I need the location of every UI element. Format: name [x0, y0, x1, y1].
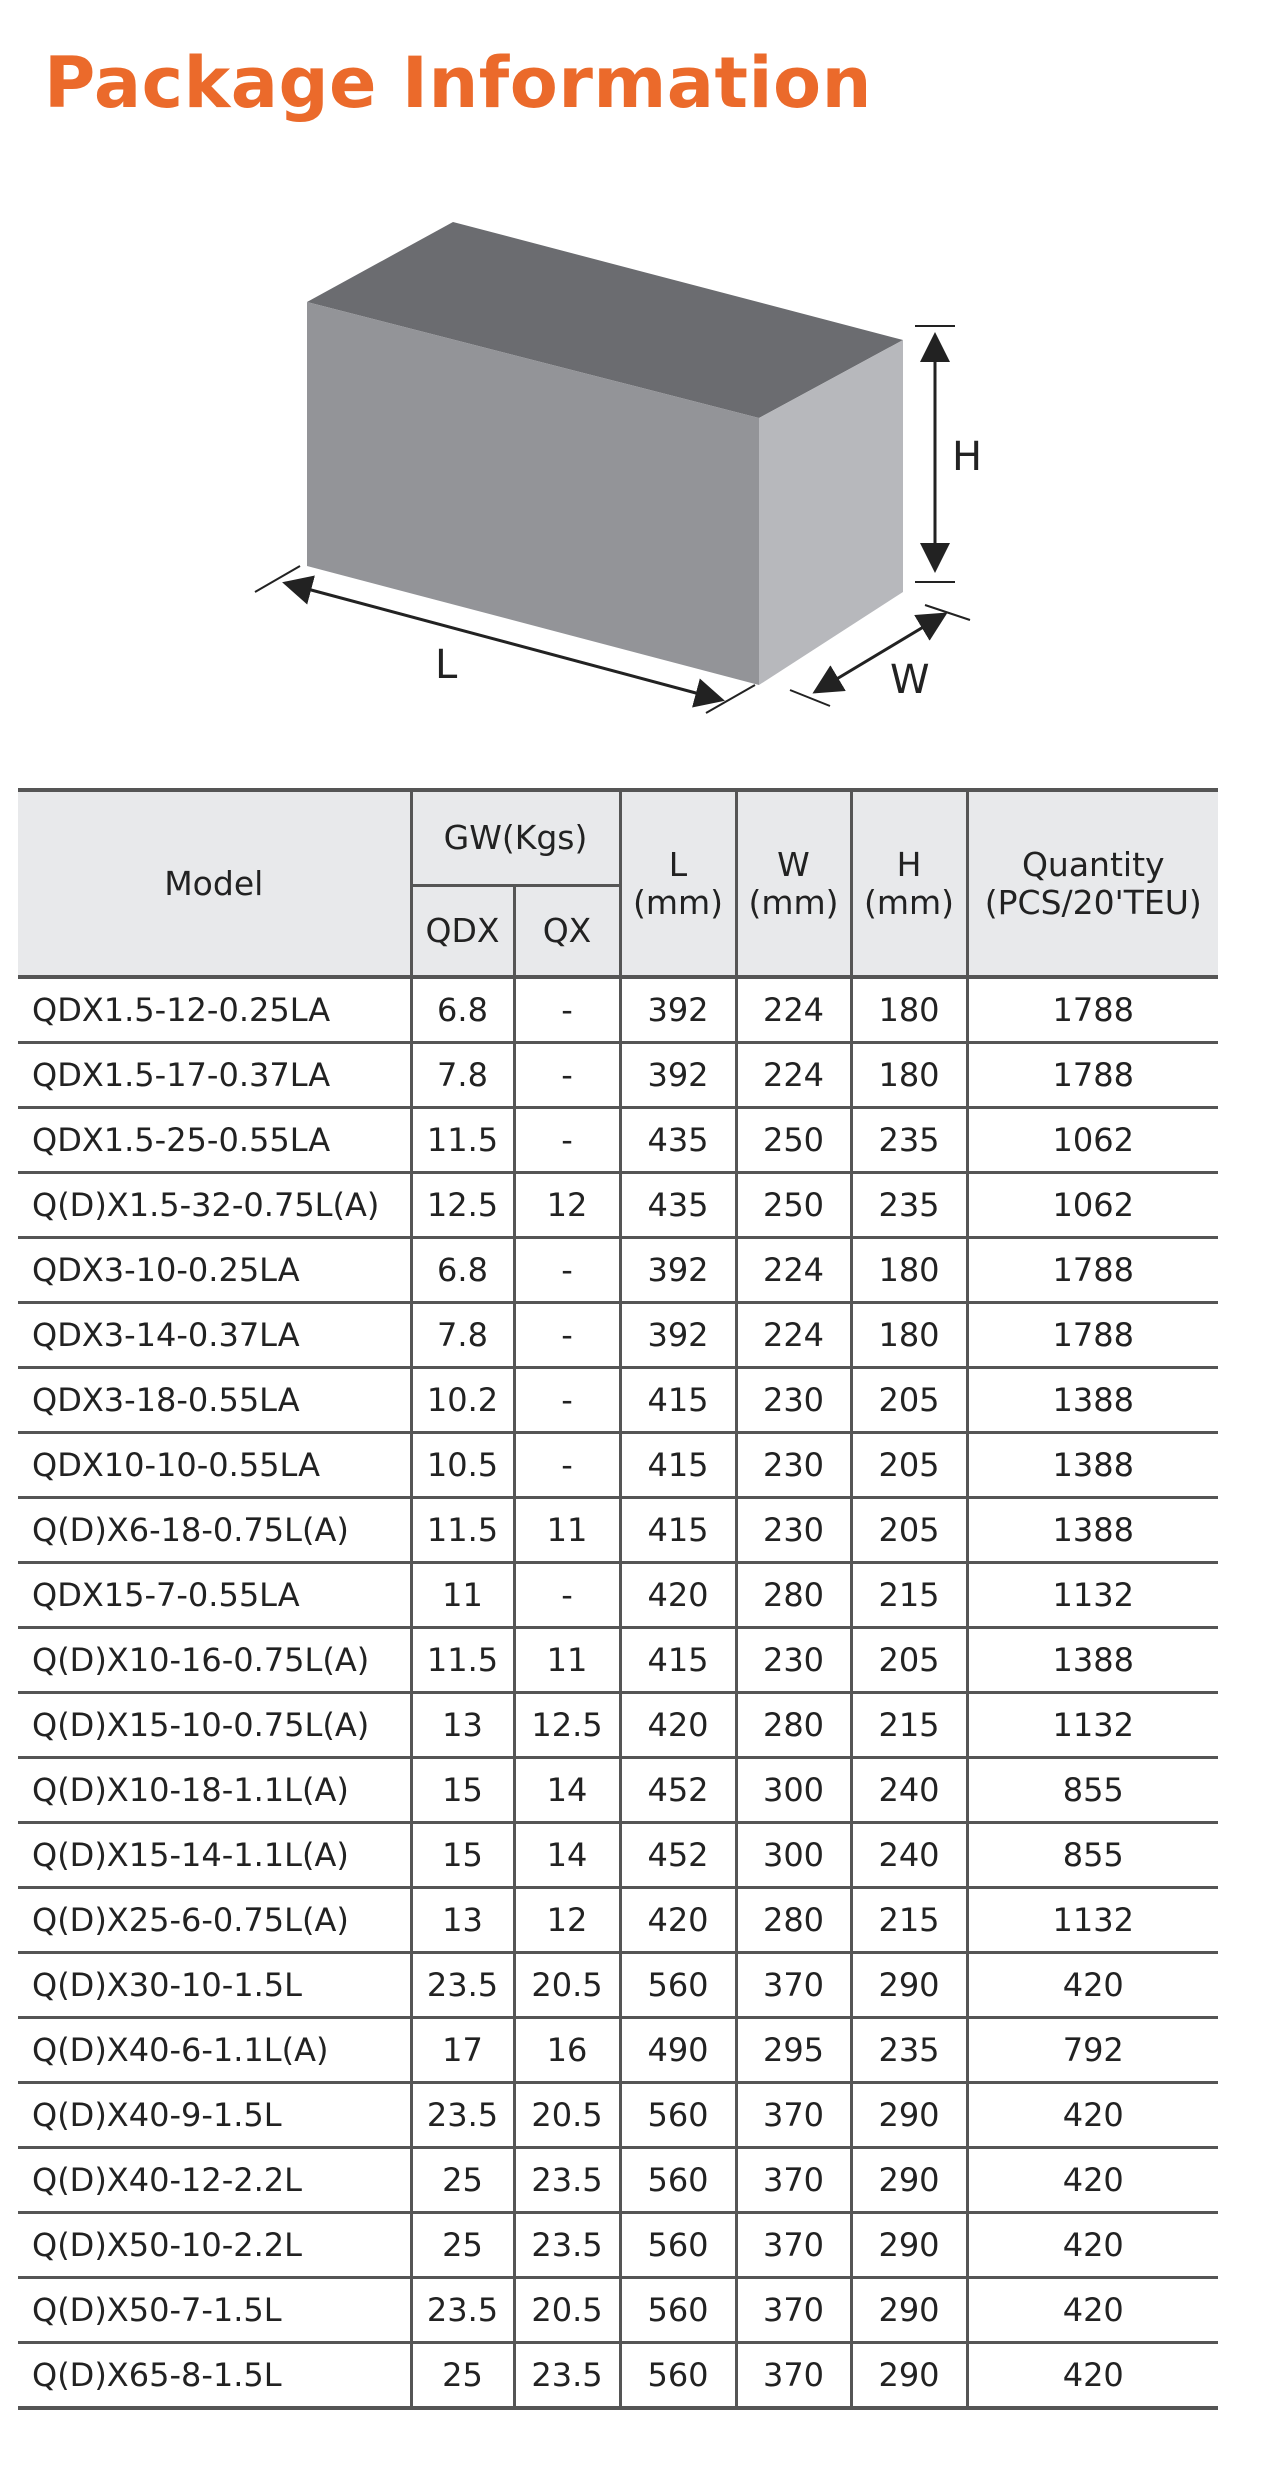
table-row — [18, 1043, 1218, 1108]
width-tick-right — [925, 605, 970, 620]
table-row — [18, 2343, 1218, 2409]
cell-gw-qdx: 6.8 — [411, 1238, 514, 1303]
package-table — [18, 788, 1218, 2410]
cell-quantity: 1388 — [967, 1368, 1218, 1433]
cell-model: Q(D)X40-6-1.1L(A) — [18, 2018, 411, 2083]
table-row — [18, 1498, 1218, 1563]
cell-width: 230 — [736, 1498, 851, 1563]
header-h-line1: H — [896, 844, 922, 884]
header-quantity-line2: (PCS/20'TEU) — [984, 882, 1202, 922]
cell-height: 180 — [851, 1238, 967, 1303]
cell-quantity: 420 — [967, 2343, 1218, 2409]
table-row — [18, 1368, 1218, 1433]
width-tick-left — [790, 690, 830, 706]
cell-gw-qx: - — [514, 1368, 620, 1433]
cell-length: 452 — [620, 1823, 736, 1888]
cell-height: 290 — [851, 2343, 967, 2409]
cell-gw-qdx: 23.5 — [411, 1953, 514, 2018]
cell-gw-qdx: 11 — [411, 1563, 514, 1628]
cell-gw-qx: - — [514, 1303, 620, 1368]
cell-model: QDX3-10-0.25LA — [18, 1238, 411, 1303]
header-h-line2: (mm) — [863, 882, 955, 922]
header-quantity-line1: Quantity — [1021, 844, 1165, 884]
cell-width: 370 — [736, 2343, 851, 2409]
cell-model: Q(D)X50-10-2.2L — [18, 2213, 411, 2278]
cell-length: 392 — [620, 1303, 736, 1368]
cell-quantity: 1132 — [967, 1888, 1218, 1953]
cell-model: Q(D)X25-6-0.75L(A) — [18, 1888, 411, 1953]
cell-model: Q(D)X65-8-1.5L — [18, 2343, 411, 2409]
cell-width: 295 — [736, 2018, 851, 2083]
cell-model: Q(D)X1.5-32-0.75L(A) — [18, 1173, 411, 1238]
table-row — [18, 1953, 1218, 2018]
cell-width: 370 — [736, 2148, 851, 2213]
page-title: Package Information — [44, 42, 872, 124]
table-row — [18, 1758, 1218, 1823]
header-l-line1: L — [668, 844, 688, 884]
cell-gw-qdx: 12.5 — [411, 1173, 514, 1238]
cell-length: 415 — [620, 1433, 736, 1498]
cell-gw-qx: 23.5 — [514, 2148, 620, 2213]
cell-model: Q(D)X40-9-1.5L — [18, 2083, 411, 2148]
cell-width: 224 — [736, 1043, 851, 1108]
cell-gw-qdx: 11.5 — [411, 1108, 514, 1173]
cell-model: QDX10-10-0.55LA — [18, 1433, 411, 1498]
cell-gw-qx: 14 — [514, 1823, 620, 1888]
table-body — [18, 977, 1218, 2408]
cell-gw-qx: 12 — [514, 1173, 620, 1238]
cell-height: 180 — [851, 1303, 967, 1368]
cell-quantity: 1132 — [967, 1693, 1218, 1758]
cell-width: 230 — [736, 1368, 851, 1433]
cell-length: 392 — [620, 1238, 736, 1303]
cell-length: 435 — [620, 1108, 736, 1173]
cell-width: 224 — [736, 977, 851, 1043]
table-row — [18, 2148, 1218, 2213]
header-quantity — [967, 790, 1218, 977]
cell-model: Q(D)X6-18-0.75L(A) — [18, 1498, 411, 1563]
cell-quantity: 420 — [967, 2148, 1218, 2213]
cell-gw-qx: 23.5 — [514, 2343, 620, 2409]
table-row — [18, 2278, 1218, 2343]
cell-gw-qdx: 25 — [411, 2213, 514, 2278]
table-row — [18, 2083, 1218, 2148]
cell-quantity: 855 — [967, 1823, 1218, 1888]
header-w — [736, 790, 851, 977]
cell-length: 560 — [620, 1953, 736, 2018]
cell-gw-qdx: 10.2 — [411, 1368, 514, 1433]
cell-gw-qdx: 25 — [411, 2148, 514, 2213]
cell-height: 205 — [851, 1628, 967, 1693]
table-row — [18, 1823, 1218, 1888]
cell-model: QDX1.5-12-0.25LA — [18, 977, 411, 1043]
cell-quantity: 1388 — [967, 1628, 1218, 1693]
cell-quantity: 1388 — [967, 1433, 1218, 1498]
cell-length: 415 — [620, 1368, 736, 1433]
cell-gw-qx: 11 — [514, 1498, 620, 1563]
cell-length: 560 — [620, 2343, 736, 2409]
header-l-line2: (mm) — [632, 882, 724, 922]
cell-width: 250 — [736, 1108, 851, 1173]
header-qx: QX — [514, 886, 620, 978]
cell-gw-qdx: 25 — [411, 2343, 514, 2409]
table-row — [18, 1563, 1218, 1628]
cell-model: Q(D)X10-16-0.75L(A) — [18, 1628, 411, 1693]
cell-gw-qx: - — [514, 1433, 620, 1498]
cell-length: 415 — [620, 1498, 736, 1563]
cell-gw-qdx: 10.5 — [411, 1433, 514, 1498]
table-row — [18, 1303, 1218, 1368]
cell-length: 392 — [620, 977, 736, 1043]
cell-width: 370 — [736, 2213, 851, 2278]
cell-gw-qdx: 17 — [411, 2018, 514, 2083]
cell-quantity: 792 — [967, 2018, 1218, 2083]
cell-gw-qx: - — [514, 1043, 620, 1108]
cell-gw-qx: 20.5 — [514, 1953, 620, 2018]
header-h — [851, 790, 967, 977]
cell-quantity: 420 — [967, 1953, 1218, 2018]
cell-height: 290 — [851, 1953, 967, 2018]
cell-model: Q(D)X40-12-2.2L — [18, 2148, 411, 2213]
cell-model: Q(D)X50-7-1.5L — [18, 2278, 411, 2343]
cell-gw-qdx: 15 — [411, 1758, 514, 1823]
cell-gw-qdx: 11.5 — [411, 1628, 514, 1693]
cell-quantity: 1062 — [967, 1173, 1218, 1238]
cell-quantity: 1788 — [967, 1303, 1218, 1368]
cell-height: 180 — [851, 977, 967, 1043]
cell-model: Q(D)X15-14-1.1L(A) — [18, 1823, 411, 1888]
header-w-line2: (mm) — [748, 882, 839, 922]
cell-width: 370 — [736, 1953, 851, 2018]
width-label: W — [890, 657, 930, 703]
cell-width: 370 — [736, 2278, 851, 2343]
table-row — [18, 1628, 1218, 1693]
cell-length: 435 — [620, 1173, 736, 1238]
cell-height: 215 — [851, 1693, 967, 1758]
cell-model: QDX3-18-0.55LA — [18, 1368, 411, 1433]
cell-gw-qx: 11 — [514, 1628, 620, 1693]
cell-height: 240 — [851, 1758, 967, 1823]
height-label: H — [952, 434, 983, 480]
cell-model: QDX15-7-0.55LA — [18, 1563, 411, 1628]
cell-quantity: 1388 — [967, 1498, 1218, 1563]
table-row — [18, 1888, 1218, 1953]
cell-quantity: 420 — [967, 2083, 1218, 2148]
cell-length: 452 — [620, 1758, 736, 1823]
cell-length: 560 — [620, 2213, 736, 2278]
cell-height: 205 — [851, 1498, 967, 1563]
cell-width: 280 — [736, 1563, 851, 1628]
cell-length: 420 — [620, 1693, 736, 1758]
cell-model: Q(D)X10-18-1.1L(A) — [18, 1758, 411, 1823]
cell-gw-qx: 12 — [514, 1888, 620, 1953]
cell-length: 420 — [620, 1563, 736, 1628]
cell-height: 290 — [851, 2278, 967, 2343]
cell-height: 290 — [851, 2083, 967, 2148]
cell-length: 392 — [620, 1043, 736, 1108]
cell-width: 300 — [736, 1758, 851, 1823]
cell-width: 300 — [736, 1823, 851, 1888]
cell-gw-qdx: 11.5 — [411, 1498, 514, 1563]
cell-height: 215 — [851, 1563, 967, 1628]
table-row — [18, 1433, 1218, 1498]
cell-width: 280 — [736, 1888, 851, 1953]
package-box-diagram — [0, 0, 1286, 740]
cell-quantity: 1788 — [967, 977, 1218, 1043]
cell-gw-qx: - — [514, 1108, 620, 1173]
cell-length: 420 — [620, 1888, 736, 1953]
cell-quantity: 420 — [967, 2278, 1218, 2343]
cell-length: 560 — [620, 2148, 736, 2213]
cell-model: QDX3-14-0.37LA — [18, 1303, 411, 1368]
cell-gw-qx: 20.5 — [514, 2083, 620, 2148]
table-row — [18, 2018, 1218, 2083]
cell-gw-qdx: 7.8 — [411, 1043, 514, 1108]
cell-height: 235 — [851, 2018, 967, 2083]
length-tick-left — [255, 566, 300, 592]
table-row — [18, 1173, 1218, 1238]
cell-width: 250 — [736, 1173, 851, 1238]
cell-height: 205 — [851, 1368, 967, 1433]
cell-gw-qdx: 23.5 — [411, 2083, 514, 2148]
cell-quantity: 1788 — [967, 1238, 1218, 1303]
cell-quantity: 1062 — [967, 1108, 1218, 1173]
cell-quantity: 420 — [967, 2213, 1218, 2278]
cell-length: 560 — [620, 2083, 736, 2148]
cell-height: 235 — [851, 1173, 967, 1238]
cell-gw-qdx: 13 — [411, 1888, 514, 1953]
cell-gw-qdx: 15 — [411, 1823, 514, 1888]
header-l — [620, 790, 736, 977]
cell-length: 560 — [620, 2278, 736, 2343]
cell-gw-qdx: 6.8 — [411, 977, 514, 1043]
table-row — [18, 1238, 1218, 1303]
cell-gw-qdx: 23.5 — [411, 2278, 514, 2343]
cell-width: 230 — [736, 1433, 851, 1498]
header-w-line1: W — [777, 844, 810, 884]
cell-height: 205 — [851, 1433, 967, 1498]
cell-model: QDX1.5-17-0.37LA — [18, 1043, 411, 1108]
cell-gw-qx: 16 — [514, 2018, 620, 2083]
cell-gw-qx: 12.5 — [514, 1693, 620, 1758]
cell-quantity: 1788 — [967, 1043, 1218, 1108]
cell-quantity: 855 — [967, 1758, 1218, 1823]
table-row — [18, 1693, 1218, 1758]
cell-length: 415 — [620, 1628, 736, 1693]
cell-gw-qdx: 7.8 — [411, 1303, 514, 1368]
cell-height: 180 — [851, 1043, 967, 1108]
cell-quantity: 1132 — [967, 1563, 1218, 1628]
header-model: Model — [18, 790, 411, 977]
cell-gw-qx: - — [514, 1563, 620, 1628]
cell-gw-qx: - — [514, 977, 620, 1043]
cell-height: 290 — [851, 2148, 967, 2213]
cell-gw-qx: - — [514, 1238, 620, 1303]
cell-model: Q(D)X30-10-1.5L — [18, 1953, 411, 2018]
cell-model: QDX1.5-25-0.55LA — [18, 1108, 411, 1173]
cell-height: 215 — [851, 1888, 967, 1953]
cell-width: 224 — [736, 1238, 851, 1303]
cell-gw-qdx: 13 — [411, 1693, 514, 1758]
cell-width: 370 — [736, 2083, 851, 2148]
header-qdx: QDX — [411, 886, 514, 978]
table-row — [18, 977, 1218, 1043]
table-row — [18, 2213, 1218, 2278]
cell-height: 290 — [851, 2213, 967, 2278]
cell-height: 240 — [851, 1823, 967, 1888]
cell-gw-qx: 23.5 — [514, 2213, 620, 2278]
cell-width: 224 — [736, 1303, 851, 1368]
cell-gw-qx: 14 — [514, 1758, 620, 1823]
header-gw: GW(Kgs) — [411, 790, 620, 886]
table-row — [18, 1108, 1218, 1173]
cell-width: 280 — [736, 1693, 851, 1758]
cell-height: 235 — [851, 1108, 967, 1173]
length-label: L — [435, 642, 458, 688]
cell-length: 490 — [620, 2018, 736, 2083]
cell-width: 230 — [736, 1628, 851, 1693]
cell-model: Q(D)X15-10-0.75L(A) — [18, 1693, 411, 1758]
cell-gw-qx: 20.5 — [514, 2278, 620, 2343]
